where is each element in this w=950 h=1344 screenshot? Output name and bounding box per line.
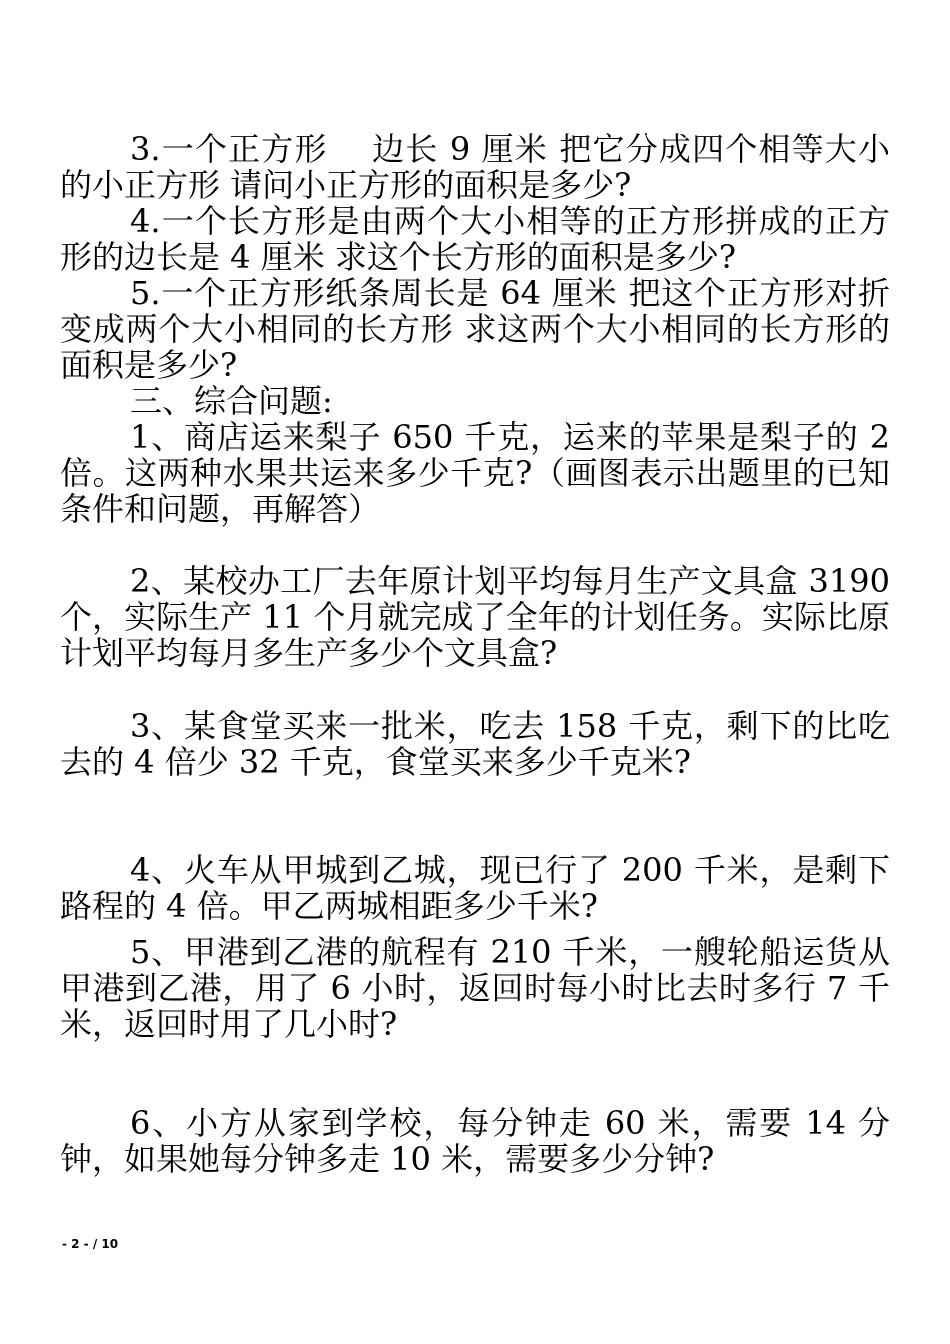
question-square-divide: 3.一个正方形 边长 9 厘米 把它分成四个相等大小的小正方形 请问小正方形的面积是多少?: [60, 130, 890, 204]
question-rectangle-area: 4.一个长方形是由两个大小相等的正方形拼成的正方形的边长是 4 厘米 求这个长方形的面积是多少?: [60, 202, 890, 276]
question-walking-time: 6、小方从家到学校，每分钟走 60 米，需要 14 分钟，如果她每分钟多走 10 米，需要多少分钟?: [60, 1104, 890, 1178]
question-fruit-delivery: 1、商店运来梨子 650 千克，运来的苹果是梨子的 2 倍。这两种水果共运来多少千克?（画图表示出题里的已知条件和问题，再解答）: [60, 418, 890, 528]
page-number: - 2 - / 10: [62, 1237, 119, 1251]
question-ship-route: 5、甲港到乙港的航程有 210 千米，一艘轮船运货从甲港到乙港，用了 6 小时，返回时每小时比去时多行 7 千米，返回时用了几小时?: [60, 933, 890, 1043]
section-heading-comprehensive: 三、综合问题:: [130, 382, 333, 420]
question-cafeteria-rice: 3、某食堂买来一批米，吃去 158 千克，剩下的比吃去的 4 倍少 32 千克，食堂买来多少千克米?: [60, 707, 890, 781]
question-pencil-boxes: 2、某校办工厂去年原计划平均每月生产文具盒 3190 个，实际生产 11 个月就完成了全年的计划任务。实际比原计划平均每月多生产多少个文具盒?: [60, 562, 890, 672]
question-paper-strip: 5.一个正方形纸条周长是 64 厘米 把这个正方形对折变成两个大小相同的长方形 求这两个大小相同的长方形的面积是多少?: [60, 274, 890, 384]
question-train-distance: 4、火车从甲城到乙城，现已行了 200 千米，是剩下路程的 4 倍。甲乙两城相距多少千米?: [60, 851, 890, 925]
